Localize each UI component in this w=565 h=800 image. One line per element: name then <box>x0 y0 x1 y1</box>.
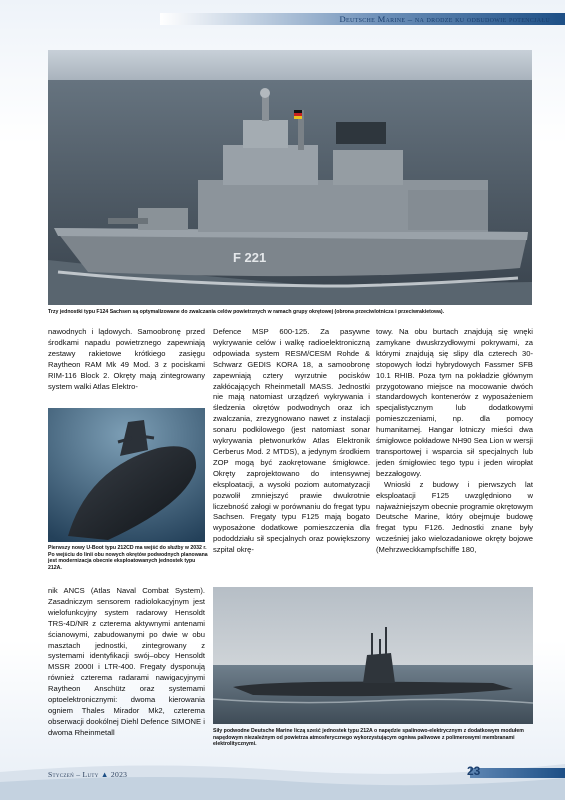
text-column-3 <box>376 327 533 582</box>
text-column-2 <box>213 327 370 582</box>
paragraph: nawodnych i lądowych. Samoobronę przed środkami napadu powietrznego zapewniają zestawy rakietowe krótkiego zasięgu Raytheon RAM Mk 49 Mod. 3 z pociskami RIM-116 Block 2. Okręty mają zintegrowany system walki Atlas Elektro- <box>48 327 205 391</box>
paragraph: nik ANCS (Atlas Naval Combat System). Zasadniczym sensorem radiolokacyjnym jest wielofunkcyjny system radarowy Hensoldt TRS-4D/NR z czterema aktywnymi antenami ścianowymi, zabudowanymi po dwie w obu masztach jednostki, zintegrowany z systemami identyfikacji swój–obcy Hensoldt MSSR 2000I i LTR-400. Fregaty dysponują również czterema radarami nawigacyjnymi Raytheon Anschütz oraz systemami optoelektronicznymi: dwoma kierowania ogniem Thales Mirador Mk2, czterema obserwacji dookólnej Diehl Defence SIMONE i dwoma Rheinmetall <box>48 586 205 737</box>
running-header-bar <box>160 13 565 25</box>
submarine-212cd-caption: Pierwszy nowy U-Boot typu 212CD ma wejść do służby w 2032 r. Po wejściu do linii obu nowych okrętów podwodnych planowana jest modernizacja obecnie eksploatowanych jednostek typu 212A. <box>48 545 208 571</box>
footer-issue-months: Styczeń – Luty <box>48 770 99 779</box>
footer-logo-icon: ▲ <box>100 770 109 779</box>
footer-issue <box>48 770 127 779</box>
submarine-212a-caption: Siły podwodne Deutsche Marine liczą sześć jednostek typu 212A o napędzie spalinowo-elektrycznym z dodatkowym modułem napędowym niezależnym od powietrza atmosferycznego wykorzystującym ogniwa paliwowe z polimerowymi membranami elektrolitycznymi. <box>213 728 524 748</box>
frigate-photo-caption: Trzy jednostki typu F124 Sachsen są optymalizowane do zwalczania celów powietrznych w ramach grupy okrętowej (obrona przeciwlotnicza i przeciwrakietowa). <box>48 309 445 315</box>
submarine-212cd-render <box>48 408 205 542</box>
running-header-title: Deutsche Marine – na drodze ku odbudowie potencjału <box>339 14 550 24</box>
paragraph: towy. Na obu burtach znajdują się wnęki zamykane dwuskrzydłowymi pokrywami, za którymi znajdują się slipy dla czterech 30-stopowych łodzi hybrydowych Fassmer SFB 10.1 RHIB. Poza tym na pokładzie głównym przygotowano miejsce na mocowanie dwóch standardowych kontenerów z wyposażeniem specjalistycznym lub dodatkowymi pomieszczeniami, np. dla pomocy humanitarnej. Hangar lotniczy mieści dwa śmigłowce pokładowe NH90 Sea Lion w wersji transportowej i wsparcia sił specjalnych lub jeden śmigłowiec tego typu i jeden wiropłat bezzałogowy. <box>376 327 533 478</box>
footer-page-bar <box>470 768 565 778</box>
paragraph: Wnioski z budowy i pierwszych lat eksploatacji F125 uwzględniono w najważniejszym obecnie programie okrętowym Deutsche Marine, który obejmuje budowę fregat typu F126. Jednostki znane były wcześniej jako wielozadaniowe okręty bojowe (Mehrzweckkampfschiffe 180, <box>376 479 533 555</box>
text-column-1-top <box>48 327 205 407</box>
paragraph: Defence MSP 600-125. Za pasywne wykrywanie celów i walkę radioelektroniczną odpowiada system RESM/CESM Rohde & Schwarz GEDIS KORA 18, a samoobronę zapewniają cztery wyrzutnie pocisków zakłócających Rheinmetall MASS. Jednostki nie mają natomiast urządzeń wykrywania i śledzenia okrętów podwodnych oraz ich zwalczania, zrezygnowano nawet z instalacji sonaru podkilowego (jest natomiast sonar wykrywania płetwonurków Atlas Elektronik Cerberus Mod. 2 MTDS), a jedynym środkiem ZOP mogą być zaokrętowane śmigłowce. Okręty zaprojektowano do intensywnej eksploatacji, a wysoki poziom automatyzacji pozwolił zmniejszyć prawie dwukrotnie liczebność załogi w porównaniu do fregat typu Sachsen. Fregaty typu F125 mają bogato wyposażone dodatkowe pomieszczenia dla pododdziału sił specjalnych oraz powiększony szpital okrę- <box>213 327 370 555</box>
page-number: 23 <box>467 764 481 778</box>
hull-number-text: F 221 <box>233 250 267 265</box>
submarine-212a-photo <box>213 587 533 724</box>
footer-issue-year: 2023 <box>110 770 128 779</box>
text-column-1-bottom <box>48 586 205 738</box>
frigate-photo <box>48 50 532 305</box>
